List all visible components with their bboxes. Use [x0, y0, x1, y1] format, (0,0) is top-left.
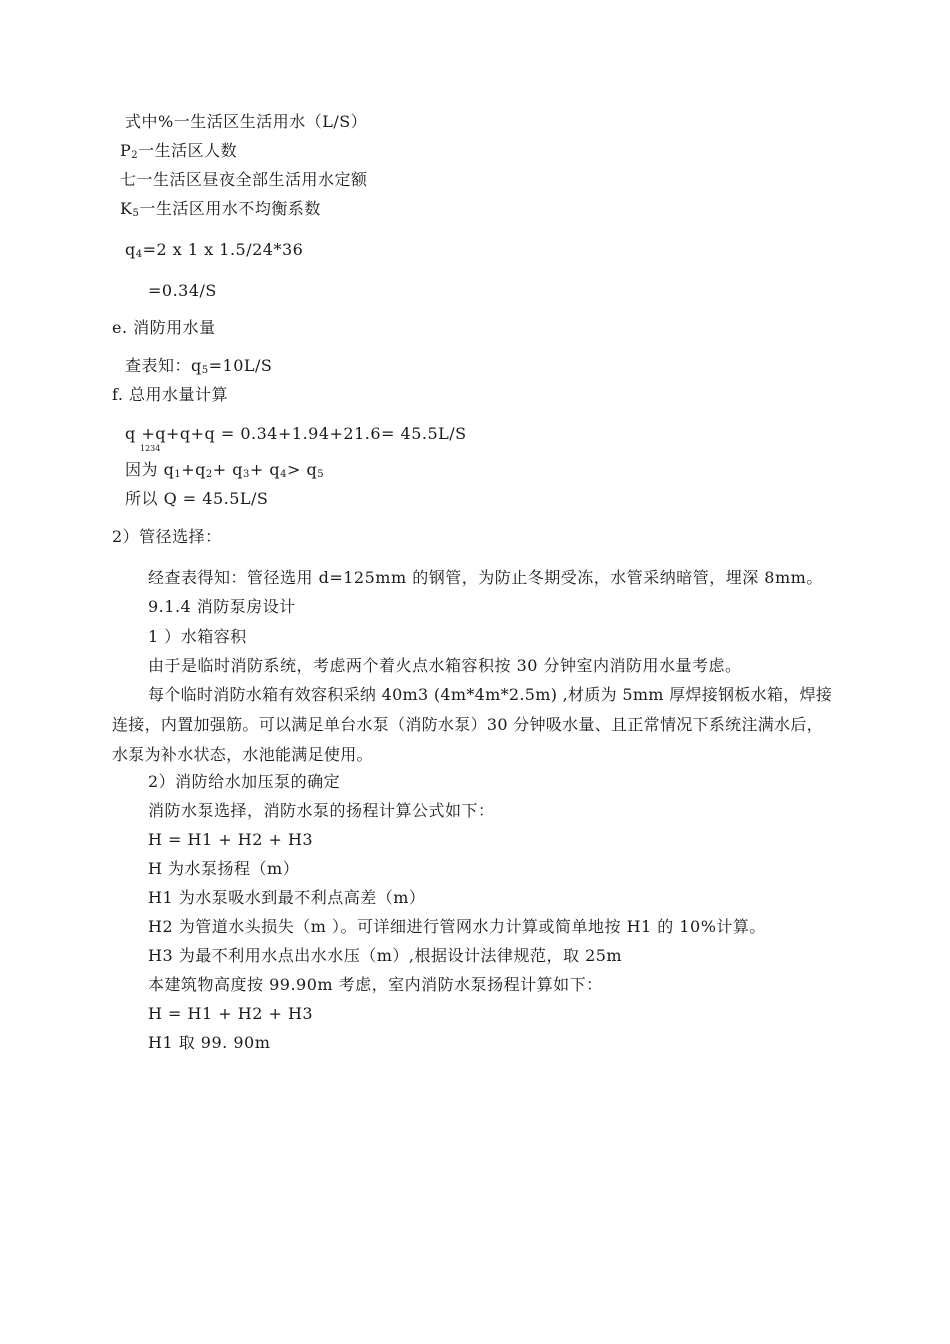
head-formula-1: H = H1 + H2 + H3 [148, 830, 314, 849]
tank-capacity-paragraph-2: 每个临时消防水箱有效容积采纳 40m3 (4m*4m*2.5m) ,材质为 5mm 厚焊接钢板水箱，焊接连接，内置加强筋。可以满足单台水泵（消防水泵）30 分钟吸水量、且正常情况下系统注满水后，水泵为补水状态，水池能满足使用。 [112, 685, 833, 764]
fire-water-value: =10L/S [208, 356, 273, 375]
fire-water-prefix: 查表知：q [125, 356, 202, 375]
q4-formula [125, 240, 303, 265]
k5-text: 一生活区用水不均衡系数 [139, 199, 321, 218]
because-sub-3: 3 [242, 469, 250, 480]
fire-water-subscript: 5 [201, 365, 209, 376]
p2-text: 一生活区人数 [138, 141, 238, 160]
h1-definition: H1 为水泵吸水到最不利点高差（m） [148, 888, 426, 907]
p2-symbol: P [120, 141, 132, 160]
tank-capacity-subheading: 1 ）水箱容积 [148, 627, 247, 646]
head-formula-2: H = H1 + H2 + H3 [148, 1004, 314, 1023]
pump-formula-intro: 消防水泵选择，消防水泵的扬程计算公式如下： [148, 801, 495, 820]
q4-symbol: q [125, 240, 136, 259]
h1-value: H1 取 99. 90m [148, 1033, 271, 1052]
because-sub-2: 2 [205, 469, 213, 480]
total-sum-subscript: 1234 [140, 444, 161, 453]
total-sum-formula: q +q+q+q = 0.34+1.94+21.6= 45.5L/S [125, 424, 467, 443]
building-height-intro: 本建筑物高度按 99.90m 考虑，室内消防水泵扬程计算如下： [148, 975, 603, 994]
section-e-heading: e. 消防用水量 [112, 318, 216, 337]
because-text-3: + q [212, 460, 243, 479]
therefore-line: 所以 Q = 45.5L/S [125, 489, 269, 508]
pump-room-section-title: 9.1.4 消防泵房设计 [148, 597, 296, 616]
q4-definition: 式中%一生活区生活用水（L/S） [125, 112, 368, 131]
h3-definition: H3 为最不利用水点出水水压（m）,根据设计法律规范，取 25m [148, 946, 623, 965]
p2-subscript: 2 [131, 150, 139, 161]
p2-definition [120, 141, 237, 166]
q4-expression: =2 x 1 x 1.5/24*36 [142, 240, 304, 259]
fire-water-lookup [125, 356, 272, 381]
pipe-heading: 2）管径选择： [112, 527, 222, 546]
because-text-5: > q [286, 460, 318, 479]
section-f-heading: f. 总用水量计算 [112, 385, 229, 404]
because-sub-4: 4 [280, 469, 287, 480]
h-definition: H 为水泵扬程（m） [148, 859, 300, 878]
k5-subscript: 5 [132, 208, 140, 219]
because-line [125, 460, 324, 485]
h2-definition: H2 为管道水头损失（m ）。可详细进行管网水力计算或简单地按 H1 的 10%计算。 [148, 917, 766, 936]
pipe-selection-text: 经查表得知：管径选用 d=125mm 的钢管，为防止冬期受冻，水管采纳暗管，埋深 8mm。 [148, 568, 823, 587]
booster-pump-subheading: 2）消防给水加压泵的确定 [148, 772, 341, 791]
tank-capacity-paragraph-1: 由于是临时消防系统，考虑两个着火点水箱容积按 30 分钟室内消防用水量考虑。 [148, 656, 742, 675]
k5-symbol: K [120, 199, 133, 218]
k5-definition [120, 199, 321, 224]
because-text-1: 因为 q [125, 460, 175, 479]
because-sub-1: 1 [174, 469, 182, 480]
quota-definition: 七一生活区昼夜全部生活用水定额 [120, 170, 368, 189]
q4-subscript: 4 [135, 249, 143, 260]
because-text-2: +q [181, 460, 206, 479]
q4-result: =0.34/S [148, 281, 217, 300]
because-text-4: + q [249, 460, 281, 479]
because-sub-5: 5 [317, 469, 325, 480]
